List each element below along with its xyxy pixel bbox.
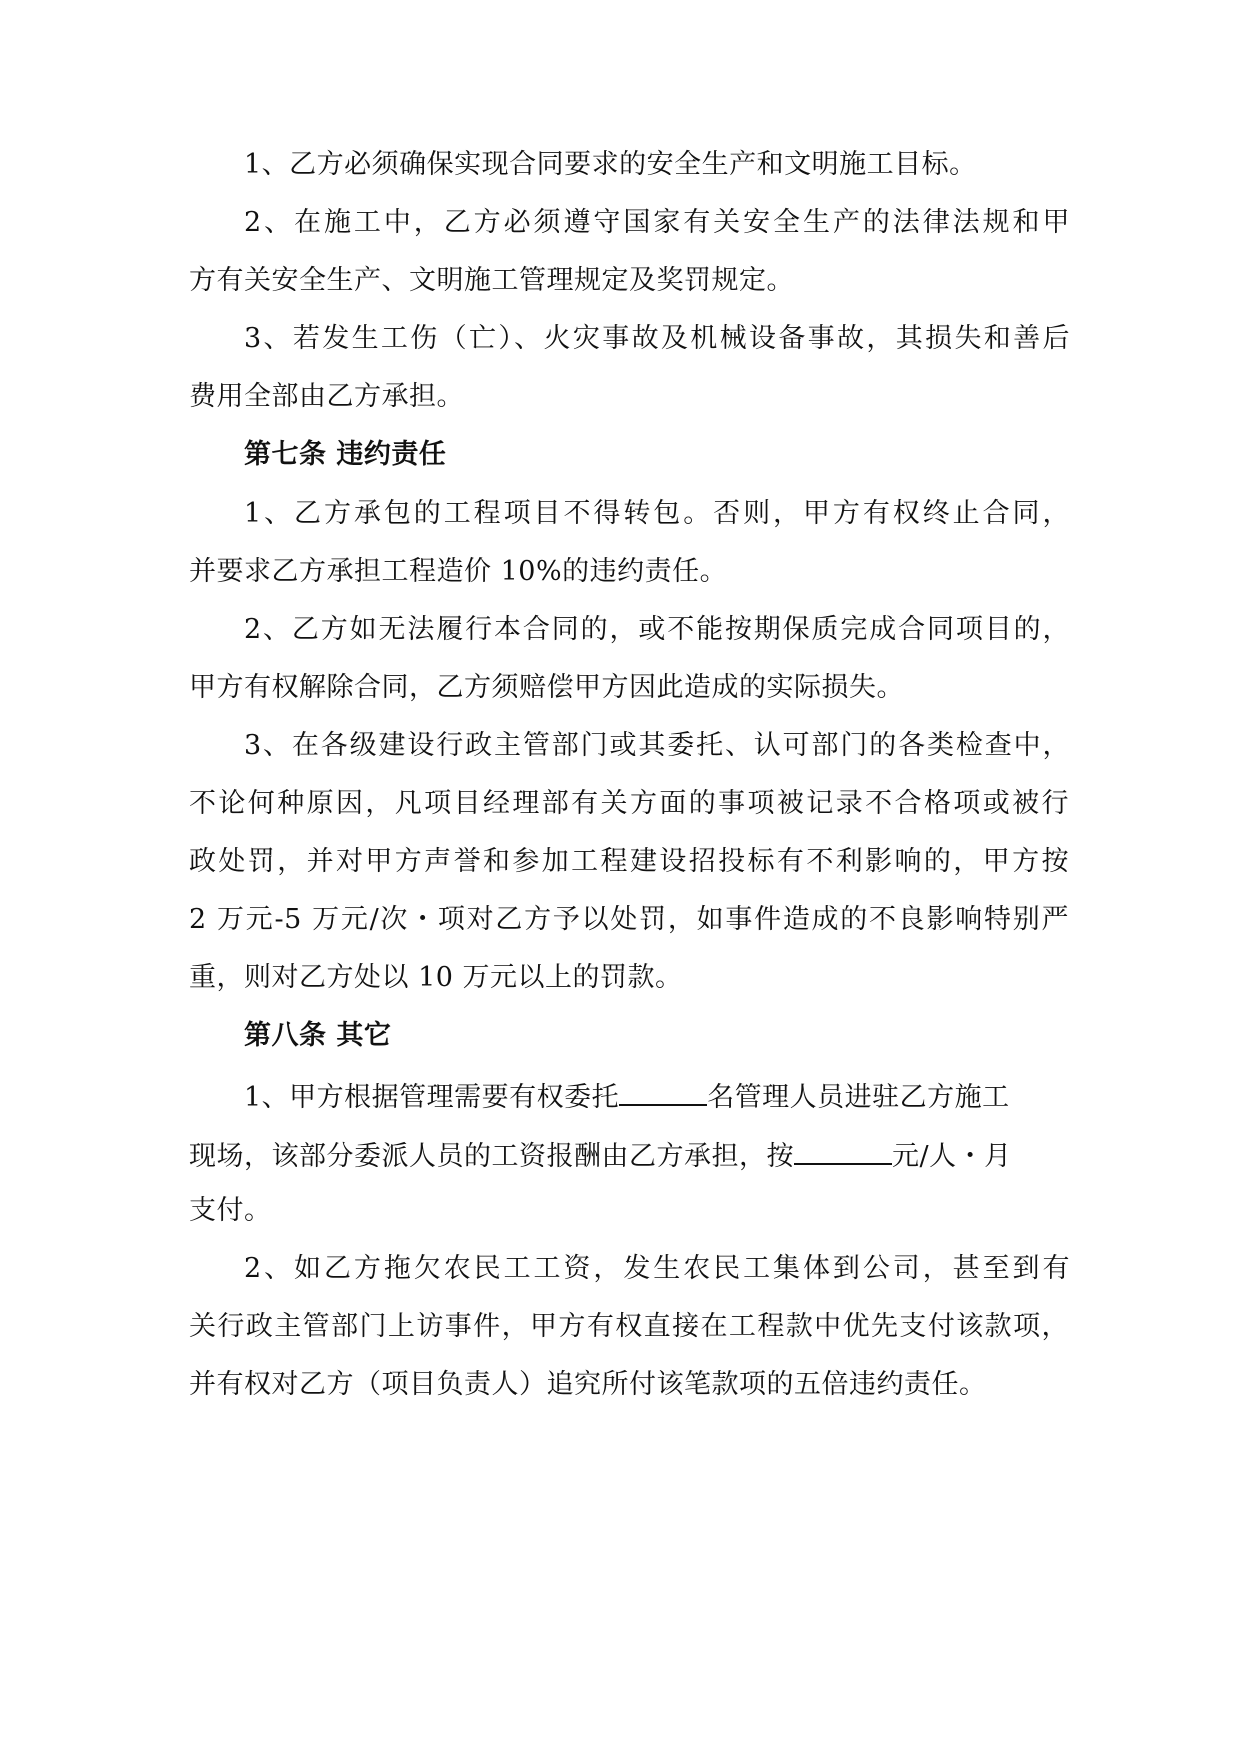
clause-7-item-1-line-1: 1、乙方承包的工程项目不得转包。否则，甲方有权终止合同，: [244, 498, 1070, 529]
clause-6-item-3-line-2: 费用全部由乙方承担。: [189, 381, 464, 412]
managers-count-blank[interactable]: [619, 1074, 707, 1106]
clause-7-item-3-line-1: 3、在各级建设行政主管部门或其委托、认可部门的各类检查中，: [244, 730, 1070, 761]
clause-7-item-1-line-2: 并要求乙方承担工程造价 10%的违约责任。: [189, 556, 728, 587]
clause-7-item-3-line-3: 政处罚，并对甲方声誉和参加工程建设招投标有不利影响的，甲方按: [189, 846, 1069, 877]
clause-8-item-1-text-a: 1、甲方根据管理需要有权委托: [244, 1082, 620, 1113]
clause-8-heading: 第八条 其它: [244, 1020, 392, 1051]
salary-amount-blank[interactable]: [794, 1133, 892, 1165]
clause-8-item-1-text-d: 元/人・月: [892, 1141, 1012, 1172]
clause-8-item-1-line-1: [244, 1074, 1070, 1118]
clause-8-item-1-text-c: 现场，该部分委派人员的工资报酬由乙方承担，按: [189, 1141, 794, 1172]
clause-6-item-2-line-1: 2、在施工中，乙方必须遵守国家有关安全生产的法律法规和甲: [244, 207, 1070, 238]
clause-7-item-3-line-5: 重，则对乙方处以 10 万元以上的罚款。: [189, 962, 683, 993]
clause-7-item-2-line-2: 甲方有权解除合同，乙方须赔偿甲方因此造成的实际损失。: [189, 672, 904, 703]
clause-6-item-1: 1、乙方必须确保实现合同要求的安全生产和文明施工目标。: [244, 149, 977, 180]
clause-8-item-1-line-3: 支付。: [189, 1195, 272, 1226]
clause-7-item-3-line-4: 2 万元-5 万元/次・项对乙方予以处罚，如事件造成的不良影响特别严: [189, 904, 1069, 935]
clause-7-item-2-line-1: 2、乙方如无法履行本合同的，或不能按期保质完成合同项目的，: [244, 614, 1070, 645]
clause-8-item-2-line-1: 2、如乙方拖欠农民工工资，发生农民工集体到公司，甚至到有: [244, 1253, 1070, 1284]
clause-7-item-3-line-2: 不论何种原因，凡项目经理部有关方面的事项被记录不合格项或被行: [189, 788, 1069, 819]
clause-8-item-2-line-3: 并有权对乙方（项目负责人）追究所付该笔款项的五倍违约责任。: [189, 1369, 987, 1400]
clause-7-heading: 第七条 违约责任: [244, 439, 447, 470]
clause-6-item-3-line-1: 3、若发生工伤（亡）、火灾事故及机械设备事故，其损失和善后: [244, 323, 1070, 354]
clause-8-item-1-line-2: [189, 1133, 1069, 1177]
clause-8-item-1-text-b: 名管理人员进驻乙方施工: [707, 1082, 1010, 1113]
clause-8-item-2-line-2: 关行政主管部门上访事件，甲方有权直接在工程款中优先支付该款项，: [189, 1311, 1069, 1342]
clause-6-item-2-line-2: 方有关安全生产、文明施工管理规定及奖罚规定。: [189, 265, 794, 296]
